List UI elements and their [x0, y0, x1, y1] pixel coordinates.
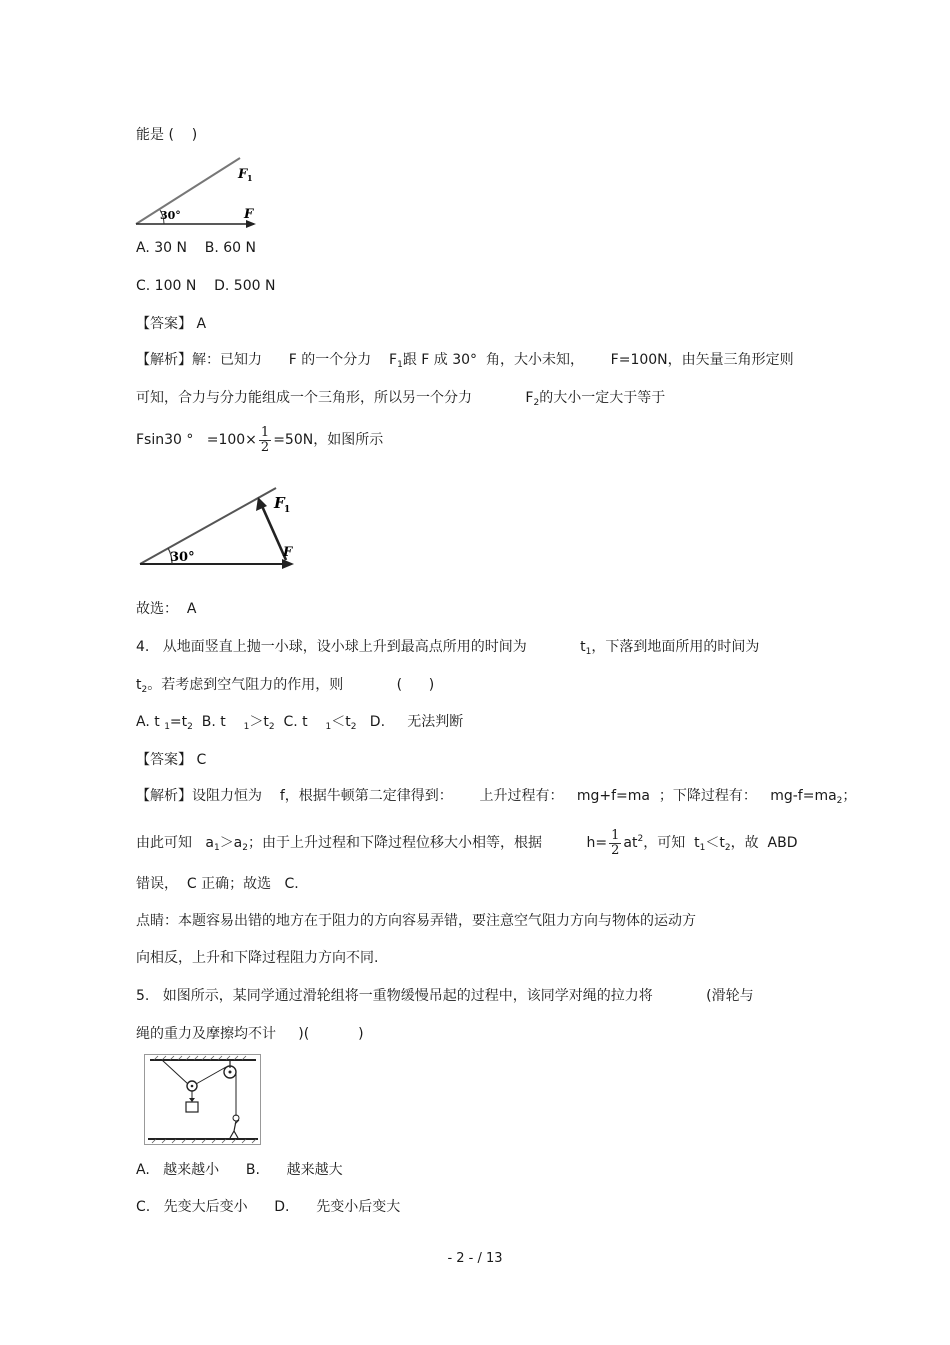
q5-options-cd: C. 先变大后变小 D. 先变小后变大	[136, 1199, 401, 1215]
q3-stem-tail: 能是 ( )	[136, 127, 198, 143]
q3-analysis-line2: 可知，合力与分力能组成一个三角形，所以另一个分力 $F_2$的大小一定大于等于	[136, 390, 666, 408]
q3-answer: 【答案】 A	[136, 316, 207, 332]
q3-analysis-line1: 【解析】解：已知力 F 的一个分力 $F_1$跟 F 成 30° 角，大小未知， F=100N，由矢量三角形定则	[136, 352, 794, 370]
angle-label: 30°	[170, 550, 195, 565]
q4-analysis-line1: 【解析】设阻力恒为 f，根据牛顿第二定律得到： 上升过程有： mg+f=ma ；下降过程有： $mg-f=ma_2$；	[136, 788, 857, 806]
q3-options-ab: A. 30 N B. 60 N	[136, 240, 257, 256]
q3-options-cd: C. 100 N D. 500 N	[136, 278, 276, 294]
f1-label: F	[274, 494, 285, 512]
q3-force-diagram-1	[134, 152, 264, 232]
q5-stem-line2: 绳的重力及摩擦均不计 )( )	[136, 1026, 364, 1042]
q4-stem-line2: $t_2$。若考虑到空气阻力的作用，则 ( )	[136, 677, 435, 695]
q4-answer: 【答案】 C	[136, 752, 207, 768]
q3-analysis-line3: Fsin30 ° =100× $\frac{1}{2}$ =50N，如图所示	[136, 424, 384, 455]
q5-stem-line1: 5. 如图所示，某同学通过滑轮组将一重物缓慢吊起的过程中，该同学对绳的拉力将 (滑轮与	[136, 988, 754, 1004]
q4-analysis-line2: 由此可知 $a_1>a_2$；由于上升过程和下降过程位移大小相等，根据 h= $\frac{1}{2}$ $at^2$，可知 $t_1<t_2$，故 ABD	[136, 827, 798, 858]
q3-conclusion: 故选： A	[136, 601, 197, 617]
f1-subscript: 1	[247, 173, 253, 183]
q5-options-ab: A. 越来越小 B. 越来越大	[136, 1162, 343, 1178]
angle-label: 30°	[160, 209, 181, 222]
f-label: F	[283, 545, 293, 560]
f-label: F	[244, 207, 254, 222]
fraction-half: $\frac{1}{2}$	[611, 827, 620, 858]
q4-options: A. t $_1=t_2$ B. t $_1>t_2$ C. t $_1<t_2$ D. 无法判断	[136, 714, 464, 732]
q4-note-line1: 点睛：本题容易出错的地方在于阻力的方向容易弄错，要注意空气阻力方向与物体的运动方	[136, 913, 696, 929]
f1-label: F	[238, 167, 248, 182]
q5-pulley-diagram	[144, 1054, 262, 1146]
q4-stem-line1: 4. 从地面竖直上抛一小球，设小球上升到最高点所用的时间为 $t_1$，下落到地面所用的时间为	[136, 639, 760, 657]
f1-subscript: 1	[284, 505, 291, 515]
q4-note-line2: 向相反，上升和下降过程阻力方向不同.	[136, 950, 379, 966]
q3-force-diagram-2	[136, 484, 306, 574]
fraction-half: $\frac{1}{2}$	[260, 424, 270, 455]
q4-analysis-line3: 错误， C 正确；故选 C.	[136, 876, 299, 892]
page-number: - 2 - / 13	[447, 1251, 503, 1266]
